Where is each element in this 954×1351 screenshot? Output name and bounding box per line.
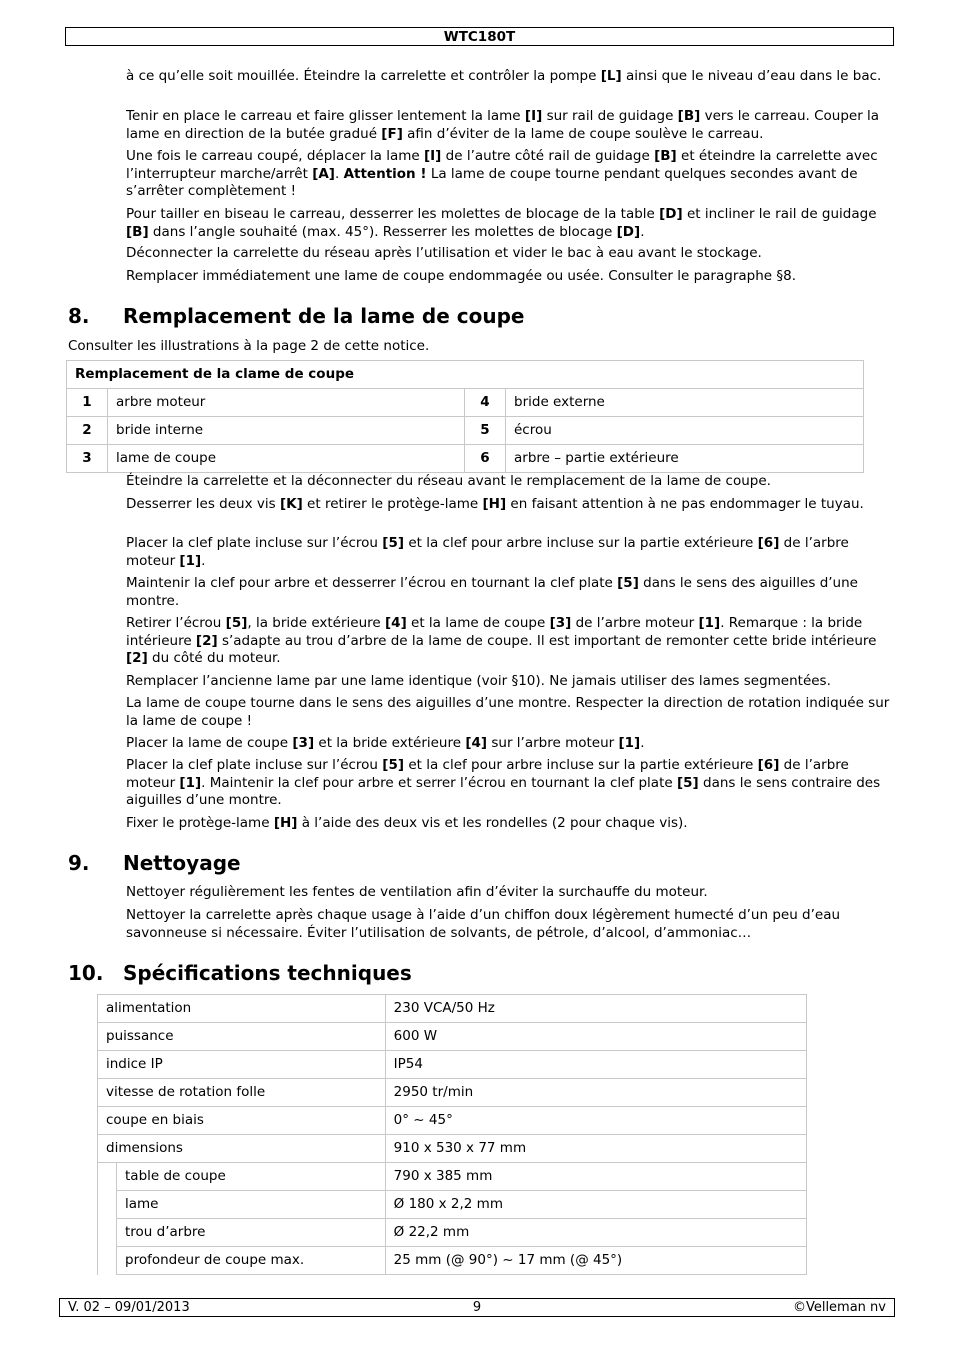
part-label: bride interne	[108, 417, 465, 445]
spec-row	[98, 995, 807, 1023]
spec-label: alimentation	[98, 995, 386, 1023]
section-8-paragraph: Placer la clef plate incluse sur l’écrou [5] et la clef pour arbre incluse sur la partie extérieure [6] de l’arbre moteur [1]. Maintenir la clef pour arbre et serrer l’écrou en tournant la clef plate [5] dans le sens contraire des aiguilles d’une montre.	[126, 757, 881, 808]
specifications-table	[97, 994, 807, 1275]
section-8-paragraph: Remplacer l’ancienne lame par une lame identique (voir §10). Ne jamais utiliser des lames segmentées.	[126, 673, 831, 689]
spec-value: 600 W	[385, 1023, 806, 1051]
part-number: 3	[67, 445, 108, 473]
spec-value: 230 VCA/50 Hz	[385, 995, 806, 1023]
table-title: Remplacement de la clame de coupe	[67, 361, 864, 389]
spec-label: coupe en biais	[98, 1107, 386, 1135]
spec-row	[98, 1247, 807, 1275]
spec-label: vitesse de rotation folle	[98, 1079, 386, 1107]
spec-value: 790 x 385 mm	[385, 1163, 806, 1191]
spec-row	[98, 1163, 807, 1191]
spec-row	[98, 1219, 807, 1247]
spec-value: 0° ~ 45°	[385, 1107, 806, 1135]
part-label: écrou	[506, 417, 864, 445]
spec-row	[98, 1023, 807, 1051]
part-number: 4	[465, 389, 506, 417]
section-title: Remplacement de la lame de coupe	[123, 304, 525, 328]
part-label: arbre moteur	[108, 389, 465, 417]
page-number: 9	[472, 1300, 482, 1315]
section-8-paragraph: Fixer le protège-lame [H] à l’aide des deux vis et les rondelles (2 pour chaque vis).	[126, 815, 688, 831]
intro-paragraph: à ce qu’elle soit mouillée. Éteindre la carrelette et contrôler la pompe [L] ainsi que le niveau d’eau dans le bac.	[126, 68, 882, 84]
section-9-paragraph: Nettoyer la carrelette après chaque usage à l’aide d’un chiffon doux légèrement humecté d’un peu d’eau savonneuse si nécessaire. Éviter l’utilisation de solvants, de pétrole, d’alcool, d’ammoniac…	[126, 907, 841, 941]
section-8-intro: Consulter les illustrations à la page 2 de cette notice.	[68, 338, 430, 354]
section-8-heading	[68, 304, 525, 328]
table-row	[67, 417, 864, 445]
spec-value: Ø 22,2 mm	[385, 1219, 806, 1247]
section-9-paragraph: Nettoyer régulièrement les fentes de ventilation afin d’éviter la surchauffe du moteur.	[126, 884, 708, 900]
section-8-paragraph: La lame de coupe tourne dans le sens des aiguilles d’une montre. Respecter la direction de rotation indiquée sur la lame de coupe !	[126, 695, 890, 729]
section-number: 8.	[68, 304, 90, 328]
section-8-paragraph: Desserrer les deux vis [K] et retirer le protège-lame [H] en faisant attention à ne pas endommager le tuyau.	[126, 496, 864, 512]
spec-label: table de coupe	[117, 1163, 386, 1191]
part-number: 6	[465, 445, 506, 473]
spec-label: lame	[117, 1191, 386, 1219]
spec-row	[98, 1051, 807, 1079]
version-date: V. 02 – 09/01/2013	[68, 1300, 190, 1315]
intro-paragraph: Pour tailler en biseau le carreau, desserrer les molettes de blocage de la table [D] et incliner le rail de guidage [B] dans l’angle souhaité (max. 45°). Resserrer les molettes de blocage [D].	[126, 206, 877, 240]
section-8-paragraph: Éteindre la carrelette et la déconnecter du réseau avant le remplacement de la lame de coupe.	[126, 473, 771, 489]
document-footer	[59, 1298, 895, 1317]
part-number: 2	[67, 417, 108, 445]
intro-paragraph: Déconnecter la carrelette du réseau après l’utilisation et vider le bac à eau avant le stockage.	[126, 245, 762, 261]
section-title: Spécifications techniques	[123, 961, 412, 985]
part-label: lame de coupe	[108, 445, 465, 473]
spec-row	[98, 1079, 807, 1107]
spec-label: profondeur de coupe max.	[117, 1247, 386, 1275]
section-8-paragraph: Placer la lame de coupe [3] et la bride extérieure [4] sur l’arbre moteur [1].	[126, 735, 645, 751]
intro-paragraph: Une fois le carreau coupé, déplacer la lame [I] de l’autre côté rail de guidage [B] et éteindre la carrelette avec l’interrupteur marche/arrêt [A]. Attention ! La lame de coupe tourne pendant quelques secondes avant de s’arrêter complètement !	[126, 148, 878, 199]
table-row	[67, 389, 864, 417]
part-number: 5	[465, 417, 506, 445]
section-8-paragraph: Placer la clef plate incluse sur l’écrou [5] et la clef pour arbre incluse sur la partie extérieure [6] de l’arbre moteur [1].	[126, 535, 849, 569]
section-9-heading	[68, 851, 241, 875]
header-title: WTC180T	[443, 29, 516, 45]
section-number: 9.	[68, 851, 90, 875]
copyright: ©Velleman nv	[792, 1300, 886, 1315]
blade-parts-table	[66, 360, 864, 473]
spec-value: 2950 tr/min	[385, 1079, 806, 1107]
spec-value: 25 mm (@ 90°) ~ 17 mm (@ 45°)	[385, 1247, 806, 1275]
document-header	[65, 27, 894, 46]
spec-row	[98, 1107, 807, 1135]
section-8-paragraph: Maintenir la clef pour arbre et desserrer l’écrou en tournant la clef plate [5] dans le sens des aiguilles d’une montre.	[126, 575, 858, 609]
spec-label: puissance	[98, 1023, 386, 1051]
spec-value: Ø 180 x 2,2 mm	[385, 1191, 806, 1219]
spec-row	[98, 1135, 807, 1163]
intro-paragraph: Tenir en place le carreau et faire glisser lentement la lame [I] sur rail de guidage [B] vers le carreau. Couper la lame en direction de la butée gradué [F] afin d’éviter de la lame de coupe soulève le carreau.	[126, 108, 880, 142]
part-number: 1	[67, 389, 108, 417]
spec-value: 910 x 530 x 77 mm	[385, 1135, 806, 1163]
spec-value: IP54	[385, 1051, 806, 1079]
section-number: 10.	[68, 961, 104, 985]
part-label: arbre – partie extérieure	[506, 445, 864, 473]
section-8-paragraph: Retirer l’écrou [5], la bride extérieure [4] et la lame de coupe [3] de l’arbre moteur [1]. Remarque : la bride intérieure [2] s’adapte au trou d’arbre de la lame de coupe. Il est important de remonter cette bride intérieure [2] du côté du moteur.	[126, 615, 877, 666]
table-row	[67, 445, 864, 473]
part-label: bride externe	[506, 389, 864, 417]
section-10-heading	[68, 961, 412, 985]
section-title: Nettoyage	[123, 851, 241, 875]
spec-label: trou d’arbre	[117, 1219, 386, 1247]
spec-label: indice IP	[98, 1051, 386, 1079]
spec-label: dimensions	[98, 1135, 386, 1163]
intro-paragraph: Remplacer immédiatement une lame de coupe endommagée ou usée. Consulter le paragraphe §8.	[126, 268, 796, 284]
spec-row	[98, 1191, 807, 1219]
